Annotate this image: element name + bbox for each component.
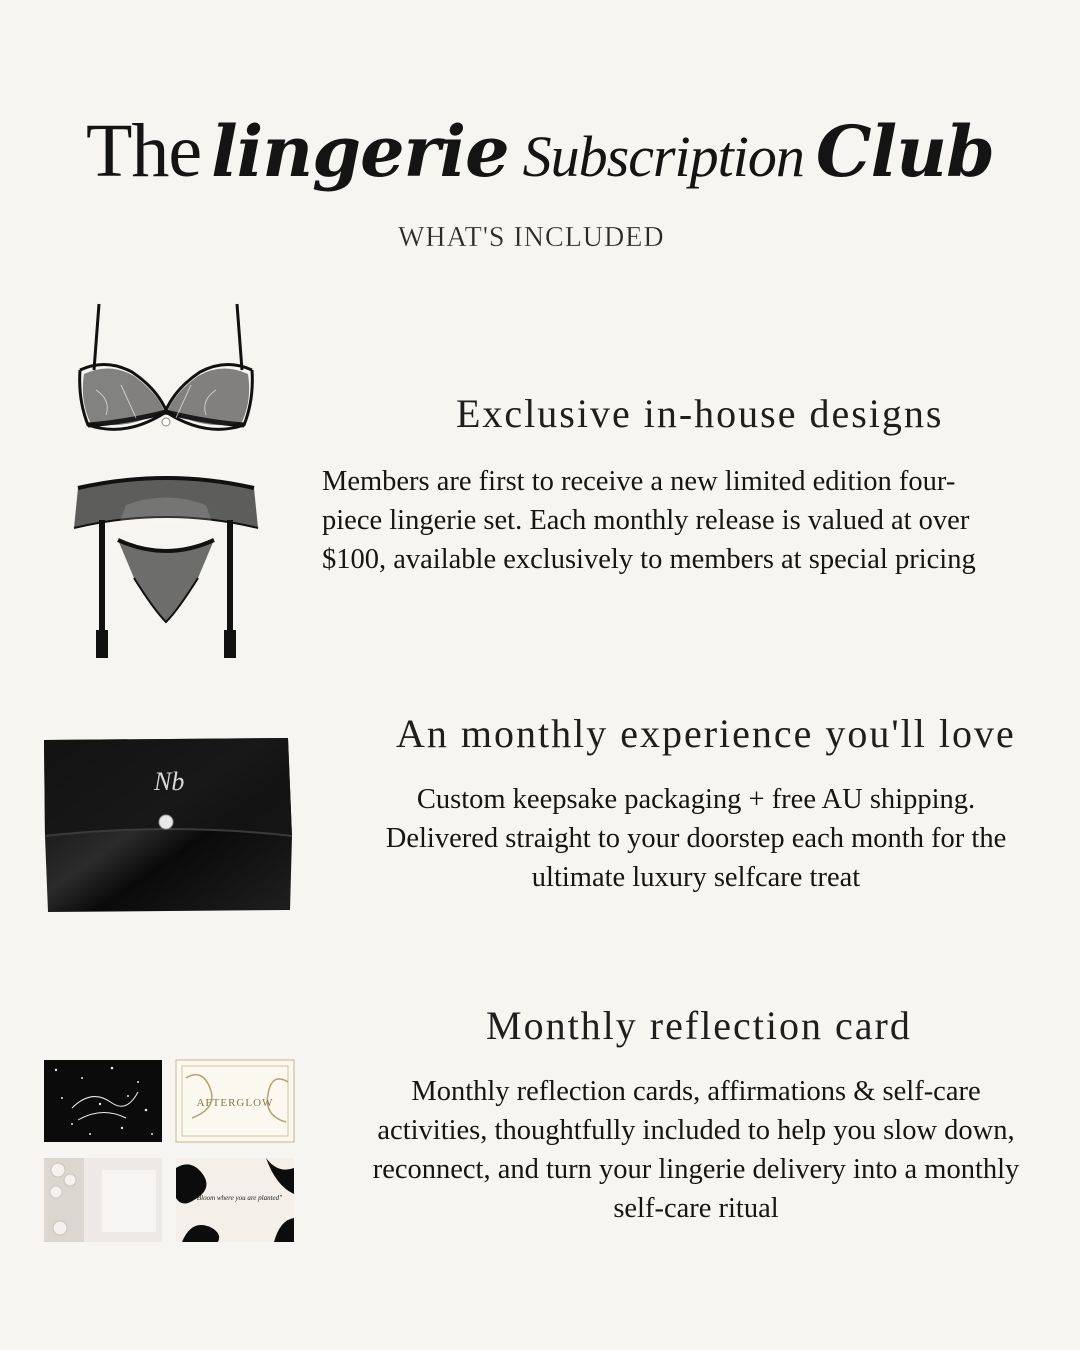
- reflection-card-bloom: [176, 1158, 294, 1242]
- section-body-reflection: [330, 1072, 1062, 1228]
- body-line: piece lingerie set. Each monthly release is valued at over: [322, 505, 970, 536]
- body-line: Monthly reflection cards, affirmations & self-care: [411, 1076, 981, 1107]
- title-the: The: [85, 109, 202, 193]
- card-afterglow-text: AFTERGLOW: [196, 1097, 274, 1109]
- lingerie-set-image: [66, 300, 266, 665]
- section-heading-experience: An monthly experience you'll love: [396, 711, 1016, 756]
- monogram-icon: Nb: [154, 767, 185, 796]
- card-bloom-text: "Bloom where you are planted": [193, 1194, 283, 1202]
- button-icon: [159, 815, 173, 829]
- body-line: reconnect, and turn your lingerie delivery into a monthly: [372, 1154, 1020, 1185]
- garter-belt-icon: [74, 478, 258, 658]
- body-line: Delivered straight to your doorstep each month for the: [385, 823, 1007, 854]
- title-club: Club: [815, 110, 995, 193]
- satin-pouch-image: [42, 736, 294, 914]
- reflection-card-afterglow: [176, 1060, 294, 1142]
- body-line: activities, thoughtfully included to help you slow down,: [377, 1115, 1015, 1146]
- body-line: self-care ritual: [613, 1193, 779, 1224]
- section-heading-reflection: Monthly reflection card: [486, 1003, 912, 1048]
- section-body-designs: [322, 462, 1062, 579]
- section-heading-designs: Exclusive in-house designs: [456, 391, 944, 436]
- section-body-experience: [330, 780, 1062, 897]
- body-line: Members are first to receive a new limited edition four-: [322, 466, 956, 497]
- page-title: [0, 108, 1080, 218]
- body-line: Custom keepsake packaging + free AU shipping.: [416, 784, 976, 815]
- reflection-cards-image: [42, 1058, 296, 1244]
- title-subscription: Subscription: [522, 124, 804, 189]
- title-lingerie: lingerie: [211, 110, 509, 193]
- reflection-card-black: [44, 1060, 162, 1142]
- body-line: $100, available exclusively to members at special pricing: [322, 544, 976, 575]
- body-line: ultimate luxury selfcare treat: [531, 862, 861, 893]
- reflection-card-pearls: [44, 1158, 162, 1242]
- page-subtitle: WHAT'S INCLUDED: [398, 222, 665, 253]
